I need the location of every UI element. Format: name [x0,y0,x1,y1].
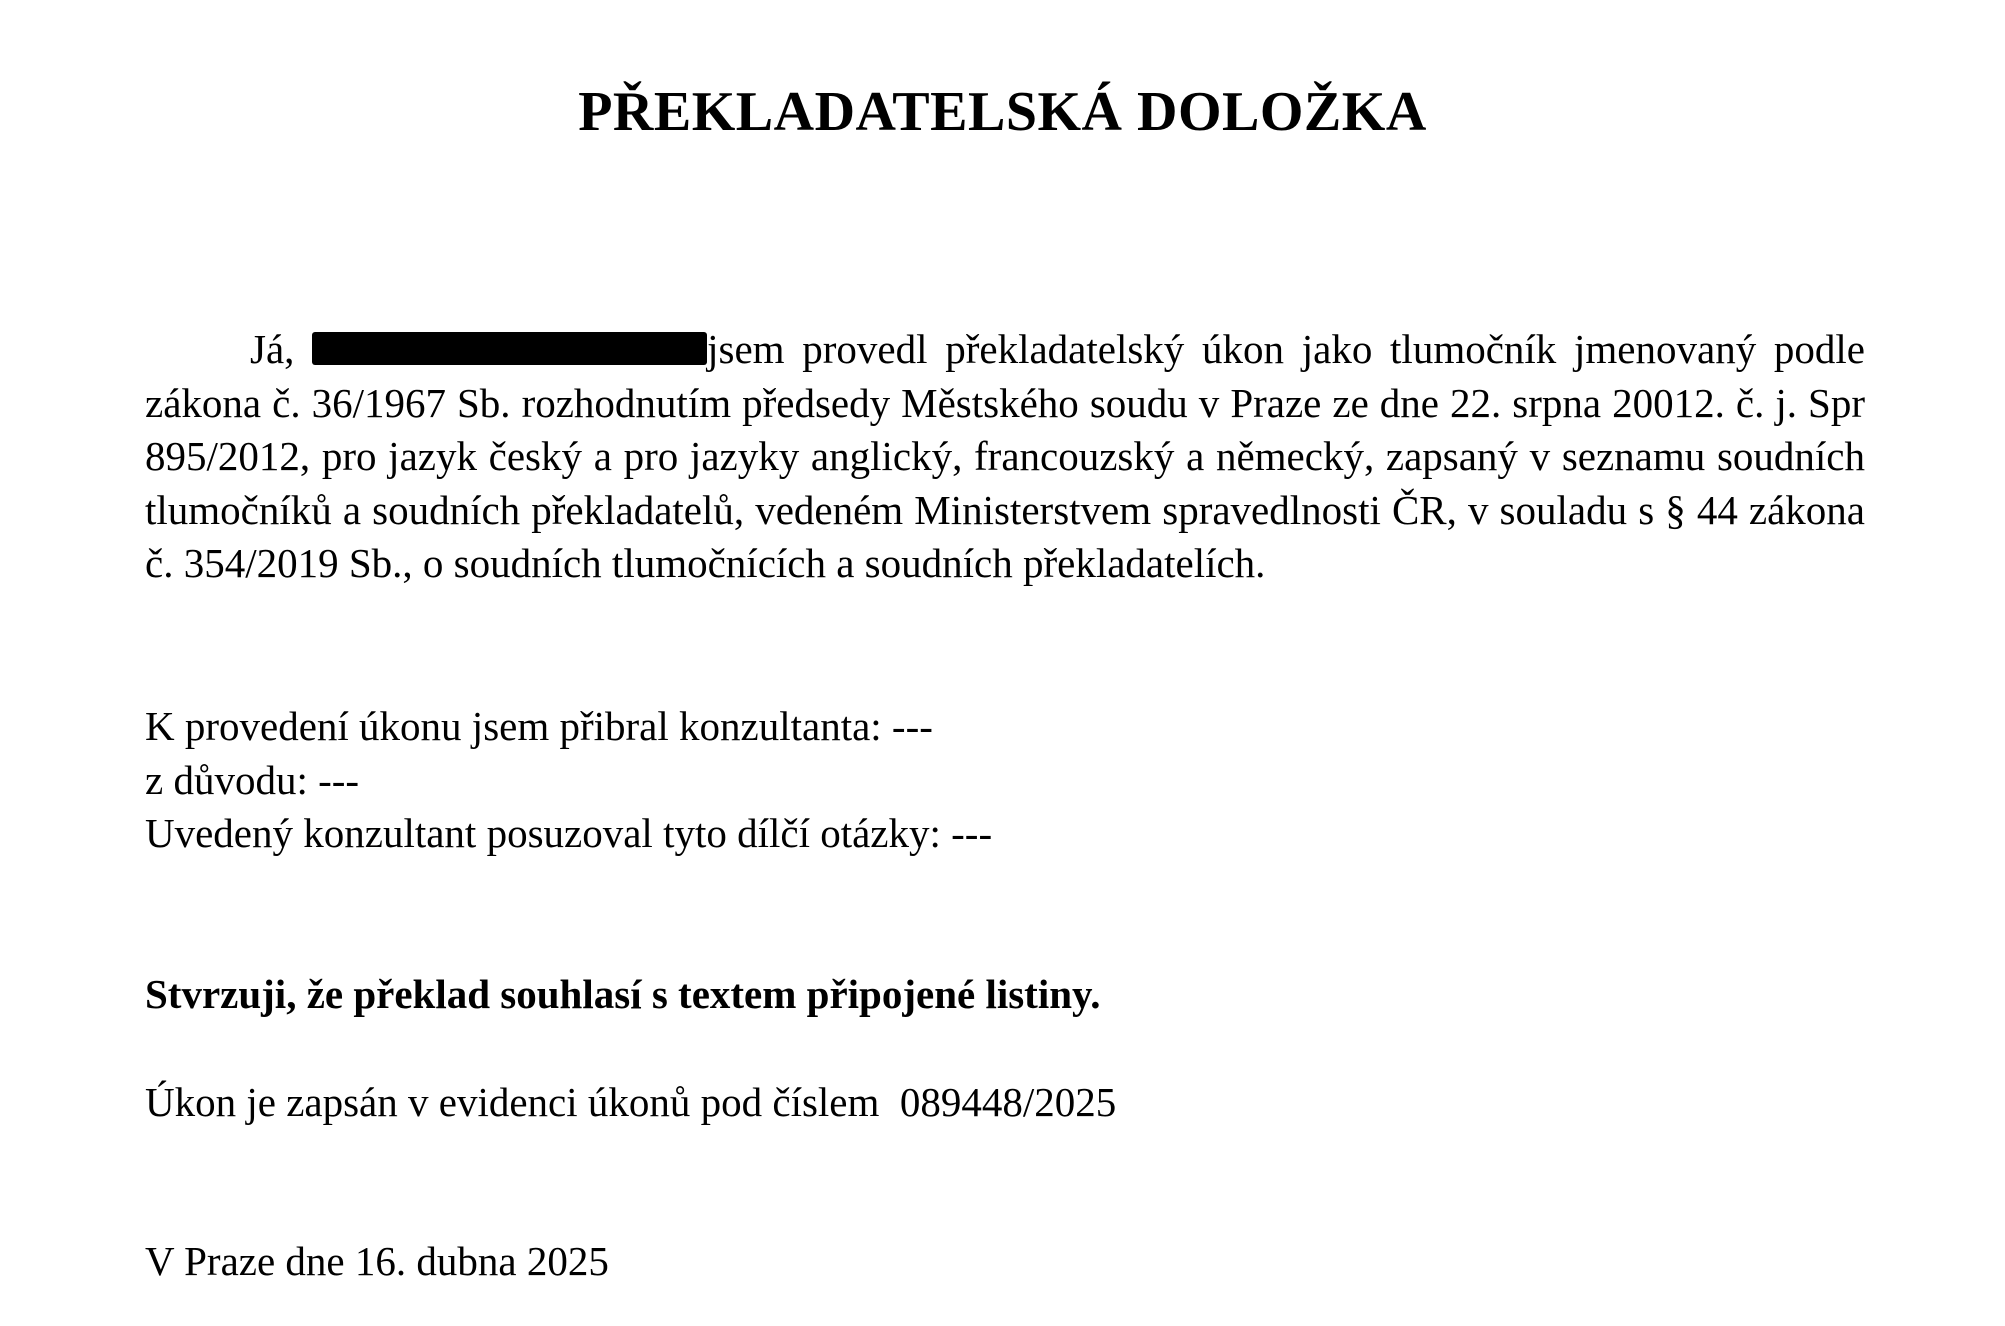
questions-line: Uvedený konzultant posuzoval tyto dílčí otázky: --- [145,810,993,856]
intro-prefix: Já, [250,326,295,372]
place-and-date: V Praze dne 16. dubna 2025 [145,1238,609,1284]
reason-line: z důvodu: --- [145,757,360,803]
declaration-text: jsem provedl překladatelský úkon jako tlumočník jmenovaný podle zákona č. 36/1967 Sb. rozhodnutím předsedy Městského soudu v Praze ze dne 22. srpna 20012. č. j. Spr 895/2012, pro jazyk český a pro jazyky anglický, francouzský a německý, zapsaný v seznamu soudních tlumočníků a soudních překladatelů, vedeném Ministerstvem spravedlnosti ČR, v souladu s § 44 zákona č. 354/2019 Sb., o soudních tlumočnících a soudních překladatelích. [145,326,1865,586]
record-number-line: Úkon je zapsán v evidenci úkonů pod číslem 089448/2025 [145,1079,1117,1125]
redacted-name [312,332,707,365]
consultant-line: K provedení úkonu jsem přibral konzultanta: --- [145,703,933,749]
document-title: PŘEKLADATELSKÁ DOLOŽKA [578,81,1427,143]
confirmation-statement: Stvrzuji, že překlad souhlasí s textem připojené listiny. [145,971,1101,1017]
declaration-paragraph [145,323,1865,591]
